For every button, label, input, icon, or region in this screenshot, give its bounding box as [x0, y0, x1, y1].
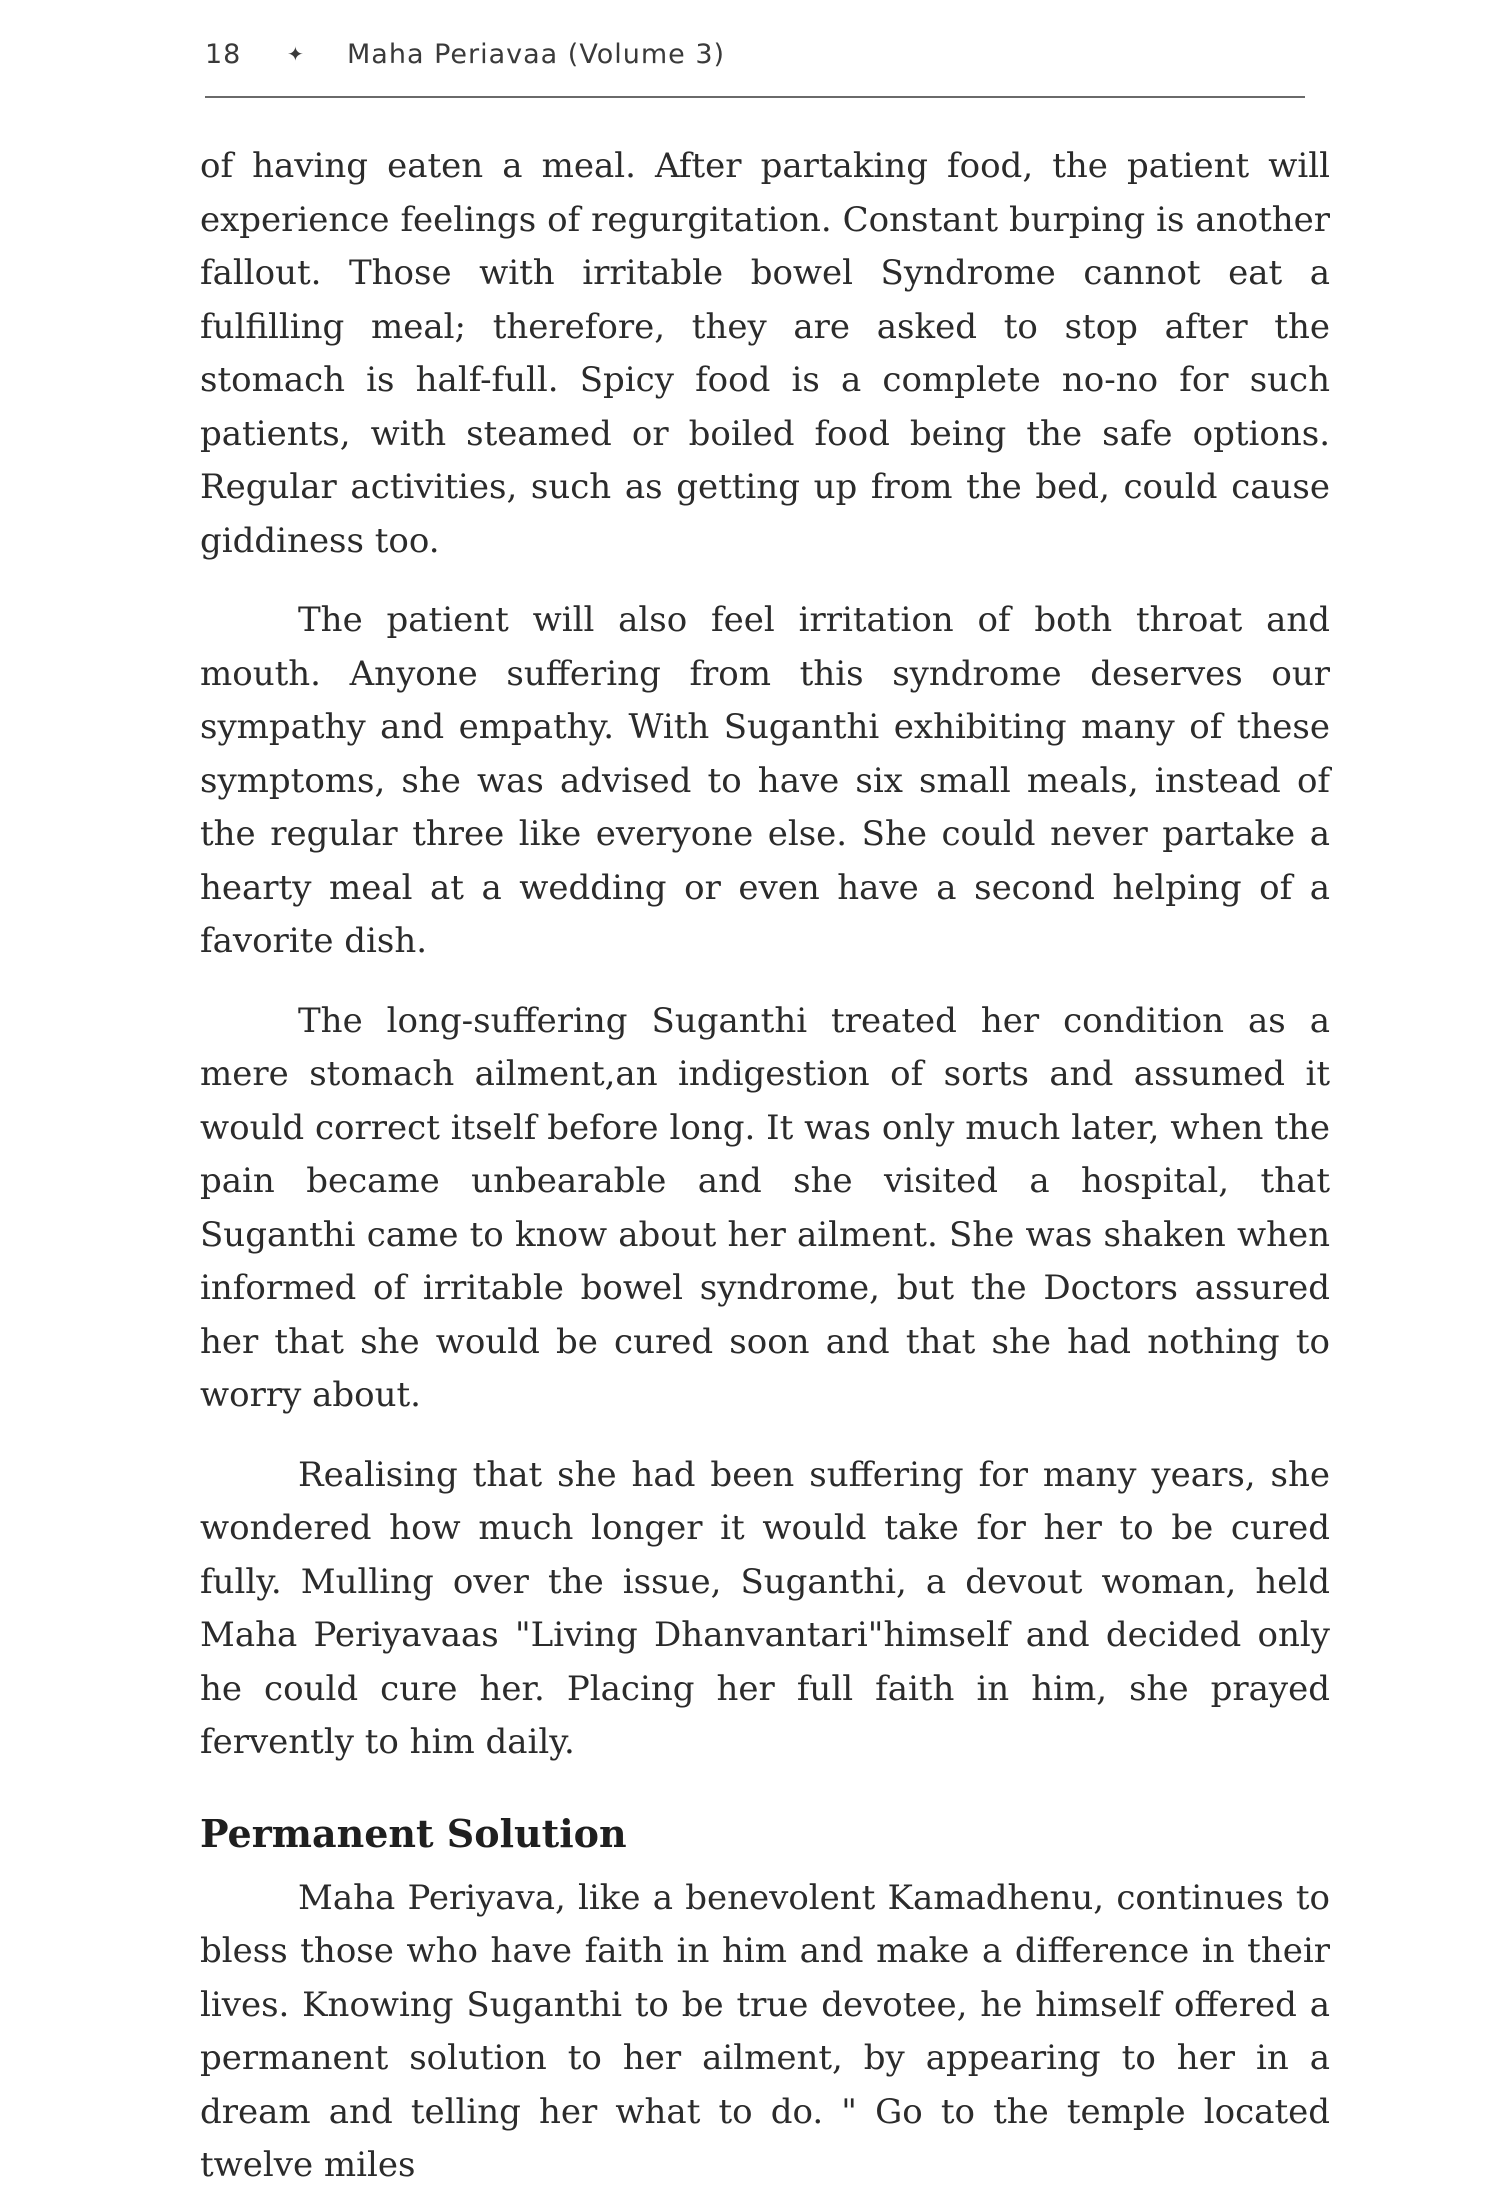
paragraph: The patient will also feel irritation of both throat and mouth. Anyone suffering from this syndrome deserves our sympathy and empathy. With Suganthi exhibiting many of these symptoms, she was advised to have six small meals, instead of the regular three like everyone else. She could never partake a hearty meal at a wedding or even have a second helping of a favorite dish. [200, 600, 1330, 961]
paragraph-continued: of having eaten a meal. After partaking food, the patient will experience feelings of regurgitation. Constant burping is another fallout. Those with irritable bowel Syndrome cannot eat a fulfilling meal; therefore, they are asked to stop after the stomach is half-full. Spicy food is a complete no-no for such patients, with steamed or boiled food being the safe options. Regular activities, such as getting up from the bed, could cause giddiness too. [200, 146, 1330, 561]
page-number: 18 [205, 38, 242, 70]
running-title: Maha Periavaa (Volume 3) [347, 38, 726, 70]
section-heading: Permanent Solution [200, 1810, 627, 1856]
running-header [205, 36, 1305, 72]
paragraph: Realising that she had been suffering for many years, she wondered how much longer it would take for her to be cured fully. Mulling over the issue, Suganthi, a devout woman, held Maha Periyavaas "Living Dhanvantari"himself and decided only he could cure her. Placing her full faith in him, she prayed fervently to him daily. [200, 1454, 1330, 1762]
ornament-separator-icon: ✦ [287, 42, 305, 66]
paragraph: The long-suffering Suganthi treated her condition as a mere stomach ailment,an indigestion of sorts and assumed it would correct itself before long. It was only much later, when the pain became unbearable and she visited a hospital, that Suganthi came to know about her ailment. She was shaken when informed of irritable bowel syndrome, but the Doctors assured her that she would be cured soon and that she had nothing to worry about. [200, 1000, 1330, 1415]
body-text [200, 140, 1330, 2193]
header-divider [205, 96, 1305, 98]
section-paragraph: Maha Periyava, like a benevolent Kamadhenu, continues to bless those who have faith in him and make a difference in their lives. Knowing Suganthi to be true devotee, he himself offered a permanent solution to her ailment, by appearing to her in a dream and telling her what to do. " Go to the temple located twelve miles [200, 1877, 1330, 2185]
